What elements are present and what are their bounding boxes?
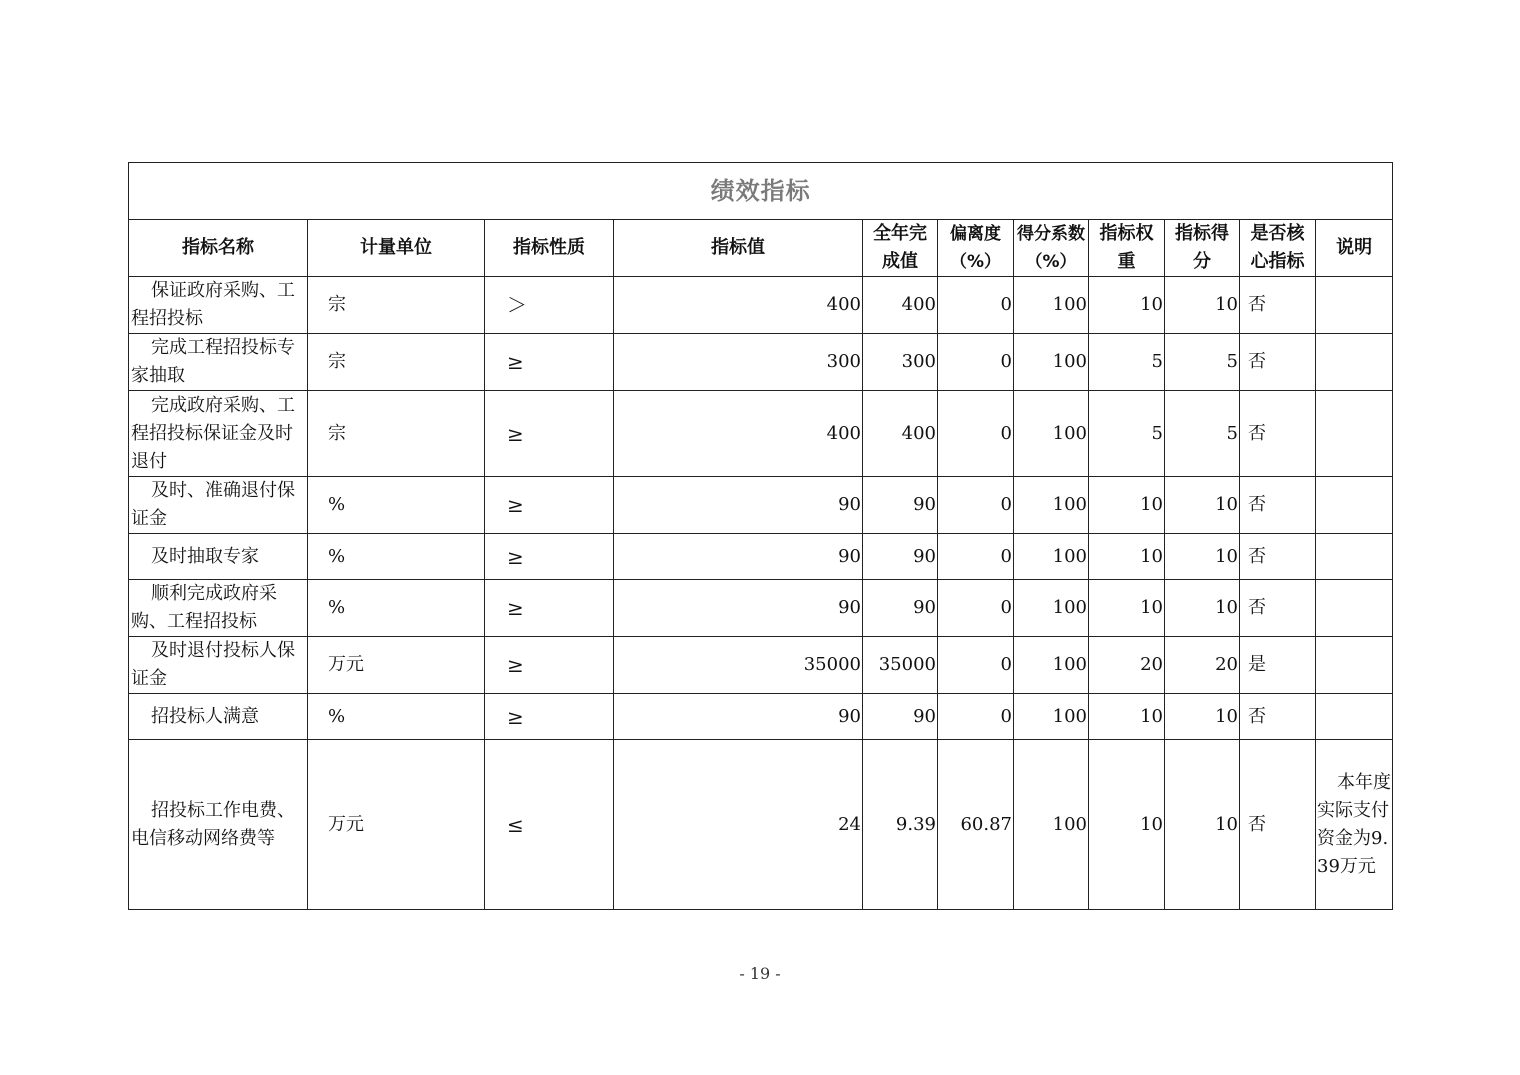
indicator-target: 90 <box>614 694 863 740</box>
indicator-actual: 90 <box>863 580 938 637</box>
indicator-deviation: 0 <box>938 534 1014 580</box>
indicator-nature: ＞ <box>485 277 614 334</box>
indicator-nature: ≥ <box>485 580 614 637</box>
indicator-unit: % <box>308 580 485 637</box>
indicator-name: 及时退付投标人保证金 <box>129 637 308 694</box>
indicator-score: 10 <box>1165 694 1240 740</box>
header-core: 是否核心指标 <box>1240 220 1316 277</box>
indicator-unit: 宗 <box>308 277 485 334</box>
indicator-coefficient: 100 <box>1014 334 1089 391</box>
indicator-weight: 10 <box>1089 477 1165 534</box>
indicator-name: 及时抽取专家 <box>129 534 308 580</box>
indicator-note: 本年度实际支付资金为9.39万元 <box>1316 740 1393 910</box>
indicator-name: 保证政府采购、工程招投标 <box>129 277 308 334</box>
indicator-score: 10 <box>1165 277 1240 334</box>
indicator-score: 10 <box>1165 534 1240 580</box>
indicator-target: 90 <box>614 477 863 534</box>
indicator-coefficient: 100 <box>1014 534 1089 580</box>
indicator-name: 及时、准确退付保证金 <box>129 477 308 534</box>
indicator-unit: 万元 <box>308 740 485 910</box>
table-title: 绩效指标 <box>129 163 1393 220</box>
indicator-name: 招投标人满意 <box>129 694 308 740</box>
header-unit: 计量单位 <box>308 220 485 277</box>
indicator-coefficient: 100 <box>1014 391 1089 477</box>
indicator-weight: 5 <box>1089 391 1165 477</box>
indicator-actual: 90 <box>863 694 938 740</box>
indicator-core: 否 <box>1240 477 1316 534</box>
indicator-actual: 90 <box>863 477 938 534</box>
indicator-score: 10 <box>1165 477 1240 534</box>
indicator-deviation: 0 <box>938 334 1014 391</box>
indicator-weight: 10 <box>1089 740 1165 910</box>
indicator-unit: 宗 <box>308 334 485 391</box>
indicator-score: 5 <box>1165 334 1240 391</box>
indicator-nature: ≥ <box>485 694 614 740</box>
indicator-note <box>1316 694 1393 740</box>
performance-table-container <box>128 162 1392 910</box>
indicator-score: 5 <box>1165 391 1240 477</box>
indicator-unit: % <box>308 477 485 534</box>
indicator-deviation: 0 <box>938 694 1014 740</box>
indicator-actual: 300 <box>863 334 938 391</box>
table-row <box>129 580 1393 637</box>
table-row <box>129 534 1393 580</box>
indicator-target: 35000 <box>614 637 863 694</box>
indicator-note <box>1316 477 1393 534</box>
indicator-name: 完成政府采购、工程招投标保证金及时退付 <box>129 391 308 477</box>
indicator-core: 否 <box>1240 391 1316 477</box>
indicator-note <box>1316 637 1393 694</box>
indicator-weight: 10 <box>1089 277 1165 334</box>
indicator-unit: 宗 <box>308 391 485 477</box>
header-weight: 指标权重 <box>1089 220 1165 277</box>
indicator-score: 10 <box>1165 740 1240 910</box>
indicator-core: 是 <box>1240 637 1316 694</box>
indicator-weight: 20 <box>1089 637 1165 694</box>
indicator-core: 否 <box>1240 740 1316 910</box>
indicator-name: 顺利完成政府采购、工程招投标 <box>129 580 308 637</box>
indicator-nature: ≥ <box>485 477 614 534</box>
table-row <box>129 277 1393 334</box>
table-row <box>129 740 1393 910</box>
indicator-core: 否 <box>1240 334 1316 391</box>
indicator-name: 完成工程招投标专家抽取 <box>129 334 308 391</box>
indicator-target: 400 <box>614 277 863 334</box>
header-note: 说明 <box>1316 220 1393 277</box>
header-name: 指标名称 <box>129 220 308 277</box>
indicator-coefficient: 100 <box>1014 477 1089 534</box>
performance-indicator-table <box>128 162 1393 910</box>
table-row <box>129 477 1393 534</box>
indicator-score: 10 <box>1165 580 1240 637</box>
header-nature: 指标性质 <box>485 220 614 277</box>
title-row <box>129 163 1393 220</box>
header-row <box>129 220 1393 277</box>
indicator-target: 400 <box>614 391 863 477</box>
indicator-name: 招投标工作电费、电信移动网络费等 <box>129 740 308 910</box>
indicator-target: 24 <box>614 740 863 910</box>
indicator-coefficient: 100 <box>1014 740 1089 910</box>
indicator-weight: 10 <box>1089 580 1165 637</box>
indicator-score: 20 <box>1165 637 1240 694</box>
indicator-core: 否 <box>1240 534 1316 580</box>
indicator-coefficient: 100 <box>1014 580 1089 637</box>
page-number: - 19 - <box>739 964 781 983</box>
indicator-target: 300 <box>614 334 863 391</box>
header-score: 指标得分 <box>1165 220 1240 277</box>
indicator-actual: 400 <box>863 391 938 477</box>
indicator-nature: ≥ <box>485 637 614 694</box>
indicator-actual: 35000 <box>863 637 938 694</box>
indicator-unit: 万元 <box>308 637 485 694</box>
table-row <box>129 391 1393 477</box>
indicator-nature: ≥ <box>485 334 614 391</box>
indicator-coefficient: 100 <box>1014 277 1089 334</box>
indicator-deviation: 0 <box>938 637 1014 694</box>
header-coefficient: 得分系数（%） <box>1014 220 1089 277</box>
indicator-weight: 5 <box>1089 334 1165 391</box>
indicator-note <box>1316 334 1393 391</box>
header-actual: 全年完成值 <box>863 220 938 277</box>
indicator-coefficient: 100 <box>1014 637 1089 694</box>
indicator-note <box>1316 277 1393 334</box>
header-deviation: 偏离度（%） <box>938 220 1014 277</box>
indicator-deviation: 0 <box>938 391 1014 477</box>
indicator-weight: 10 <box>1089 694 1165 740</box>
indicator-note <box>1316 580 1393 637</box>
indicator-target: 90 <box>614 580 863 637</box>
indicator-coefficient: 100 <box>1014 694 1089 740</box>
indicator-deviation: 60.87 <box>938 740 1014 910</box>
indicator-core: 否 <box>1240 580 1316 637</box>
indicator-unit: % <box>308 534 485 580</box>
indicator-nature: ≤ <box>485 740 614 910</box>
table-row <box>129 334 1393 391</box>
table-row <box>129 694 1393 740</box>
indicator-note <box>1316 534 1393 580</box>
indicator-actual: 90 <box>863 534 938 580</box>
indicator-deviation: 0 <box>938 477 1014 534</box>
indicator-core: 否 <box>1240 277 1316 334</box>
indicator-core: 否 <box>1240 694 1316 740</box>
indicator-deviation: 0 <box>938 580 1014 637</box>
indicator-deviation: 0 <box>938 277 1014 334</box>
indicator-target: 90 <box>614 534 863 580</box>
indicator-nature: ≥ <box>485 391 614 477</box>
indicator-actual: 400 <box>863 277 938 334</box>
indicator-weight: 10 <box>1089 534 1165 580</box>
indicator-nature: ≥ <box>485 534 614 580</box>
header-target: 指标值 <box>614 220 863 277</box>
table-row <box>129 637 1393 694</box>
indicator-actual: 9.39 <box>863 740 938 910</box>
indicator-unit: % <box>308 694 485 740</box>
indicator-note <box>1316 391 1393 477</box>
